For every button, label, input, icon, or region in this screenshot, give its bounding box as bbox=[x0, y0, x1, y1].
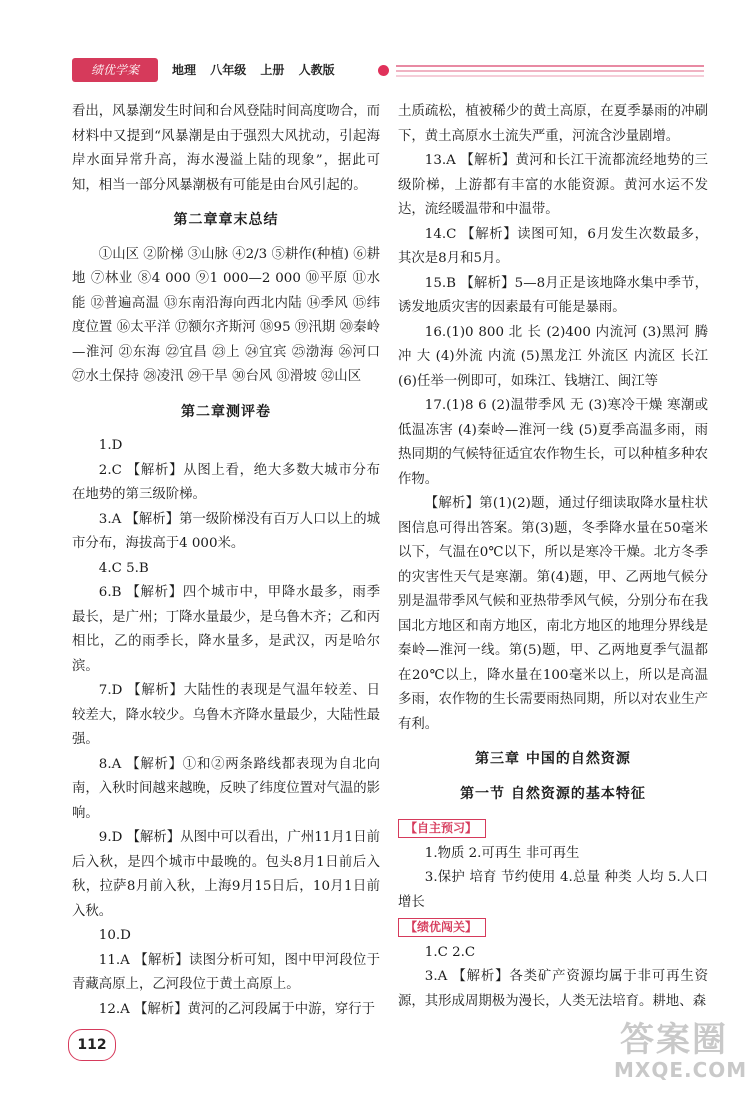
section-heading: 第二章测评卷 bbox=[181, 403, 271, 420]
page-number: 112 bbox=[68, 1029, 116, 1061]
answer-item: 7.D 【解析】大陆性的表现是气温年较差、日较差大，降水较少。乌鲁木齐降水量最少，大陆性最强。 bbox=[72, 683, 380, 747]
right-column bbox=[398, 100, 708, 1014]
answer-item: 14.C 【解析】读图可知，6月发生次数最多，其次是8月和5月。 bbox=[398, 226, 708, 266]
answer-item: 11.A 【解析】读图分析可知，图中甲河段位于青藏高原上，乙河段位于黄土高原上。 bbox=[72, 952, 380, 992]
grade-label: 八年级 bbox=[210, 63, 247, 77]
answer-item: 6.B 【解析】四个城市中，甲降水最多，雨季最长，是广州；丁降水量最少，是乌鲁木齐；乙和丙相比，乙的雨季长，降水量多，是武汉，丙是哈尔滨。 bbox=[72, 585, 380, 674]
answer-item: 9.D 【解析】从图中可以看出，广州11月1日前后入秋，是四个城市中最晚的。包头8月1日前后入秋，拉萨8月前入秋，上海9月15日后，10月1日前入秋。 bbox=[72, 830, 380, 919]
section-heading: 第一节 自然资源的基本特征 bbox=[460, 785, 646, 802]
subject-label: 地理 bbox=[172, 63, 197, 77]
answer-item: 10.D bbox=[98, 928, 131, 943]
paragraph: 土质疏松，植被稀少的黄土高原，在夏季暴雨的冲刷下，黄土高原水土流失严重，河流含沙量剧增。 bbox=[398, 104, 708, 144]
preview-tag: 【自主预习】 bbox=[398, 819, 486, 838]
section-heading: 第二章章末总结 bbox=[173, 212, 279, 228]
answer-item: 3.保护 培育 节约使用 4.总量 种类 人均 5.人口增长 bbox=[398, 870, 708, 910]
series-logo: 绩优学案 bbox=[72, 58, 158, 82]
answer-item: 3.A 【解析】各类矿产资源均属于非可再生资源，其形成周期极为漫长，人类无法培育。耕地、森 bbox=[398, 969, 708, 1009]
answer-item: 16.(1)0 800 北 长 (2)400 内流河 (3)黑河 腾冲 大 (4)外流 内流 (5)黑龙江 外流区 内流区 长江 (6)任举一例即可，如珠江、钱塘江、闽江等 bbox=[398, 324, 708, 389]
answer-item: 8.A 【解析】①和②两条路线都表现为自北向南，入秋时间越来越晚，反映了纬度位置对气温的影响。 bbox=[72, 756, 380, 821]
watermark-text: 答案圈 bbox=[620, 1020, 728, 1060]
answer-item: 12.A 【解析】黄河的乙河段属于中游，穿行于 bbox=[98, 1001, 376, 1017]
challenge-tag: 【绩优闯关】 bbox=[398, 918, 486, 937]
volume-label: 上册 bbox=[260, 63, 285, 77]
header-rule bbox=[396, 65, 704, 67]
left-column bbox=[72, 100, 380, 1022]
watermark-logo bbox=[610, 1008, 748, 1088]
answer-item: 1.D bbox=[98, 438, 123, 453]
page-header bbox=[0, 50, 750, 90]
edition-label: 人教版 bbox=[298, 63, 335, 77]
book-meta bbox=[172, 61, 345, 78]
answer-item: 17.(1)8 6 (2)温带季风 无 (3)寒冷干燥 寒潮或低温冻害 (4)秦岭—淮河一线 (5)夏季高温多雨，雨热同期的气候特征适宜农作物生长，可以种植多种农作物。 bbox=[398, 398, 708, 487]
answer-explanation: 【解析】第(1)(2)题，通过仔细读取降水量柱状图信息可得出答案。第(3)题，冬季降水量在50毫米以下，气温在0℃以下，所以是寒冷干燥。北方冬季的灾害性天气是寒潮。第(4)题，甲、乙两地气候分别是温带季风气候和亚热带季风气候，分别分布在我国北方地区和南方地区，南北方地区的地理分界线是秦岭—淮河一线。第(5)题，甲、乙两地夏季气温都在20℃以上，降水量在100毫米以上，所以是高温多雨，农作物的生长需要雨热同期，所以对农业生产有利。 bbox=[398, 496, 708, 732]
answer-item: 15.B 【解析】5—8月正是该地降水集中季节，诱发地质灾害的因素最有可能是暴雨。 bbox=[398, 275, 708, 315]
paragraph: 看出，风暴潮发生时间和台风登陆时间高度吻合，而材料中又提到“风暴潮是由于强烈大风扰动，引起海岸水面异常升高，海水漫溢上陆的现象”，据此可知，相当一部分风暴潮极有可能是由台风引起的。 bbox=[72, 104, 380, 193]
answer-item: 1.C 2.C bbox=[424, 944, 476, 960]
answer-item: 4.C 5.B bbox=[98, 560, 149, 576]
summary-answers: ①山区 ②阶梯 ③山脉 ④2/3 ⑤耕作(种植) ⑥耕地 ⑦林业 ⑧4 000 ⑨1 000—2 000 ⑩平原 ⑪水能 ⑫普遍高温 ⑬东南沿海向西北内陆 ⑭季风 ⑮纬度位置 ⑯太平洋 ⑰额尔齐斯河 ⑱95 ⑲汛期 ⑳秦岭—淮河 ㉑东海 ㉒宜昌 ㉓上 ㉔宜宾 ㉕渤海 ㉖河口 ㉗水土保持 ㉘凌汛 ㉙干旱 ㉚台风 ㉛滑坡 ㉜山区 bbox=[72, 246, 380, 384]
answer-item: 2.C 【解析】从图上看，绝大多数大城市分布在地势的第三级阶梯。 bbox=[72, 462, 380, 502]
answer-item: 3.A 【解析】第一级阶梯没有百万人口以上的城市分布，海拔高于4 000米。 bbox=[72, 511, 380, 551]
header-rule bbox=[396, 70, 704, 72]
answer-item: 13.A 【解析】黄河和长江干流都流经地势的三级阶梯，上游都有丰富的水能资源。黄河水运不发达，流经暖温带和中温带。 bbox=[398, 153, 708, 217]
header-rule bbox=[396, 75, 704, 77]
answer-item: 1.物质 2.可再生 非可再生 bbox=[424, 845, 580, 861]
chapter-heading: 第三章 中国的自然资源 bbox=[475, 751, 631, 767]
header-dot-icon bbox=[378, 65, 389, 76]
watermark-url: MXQE.COM bbox=[614, 1058, 748, 1082]
